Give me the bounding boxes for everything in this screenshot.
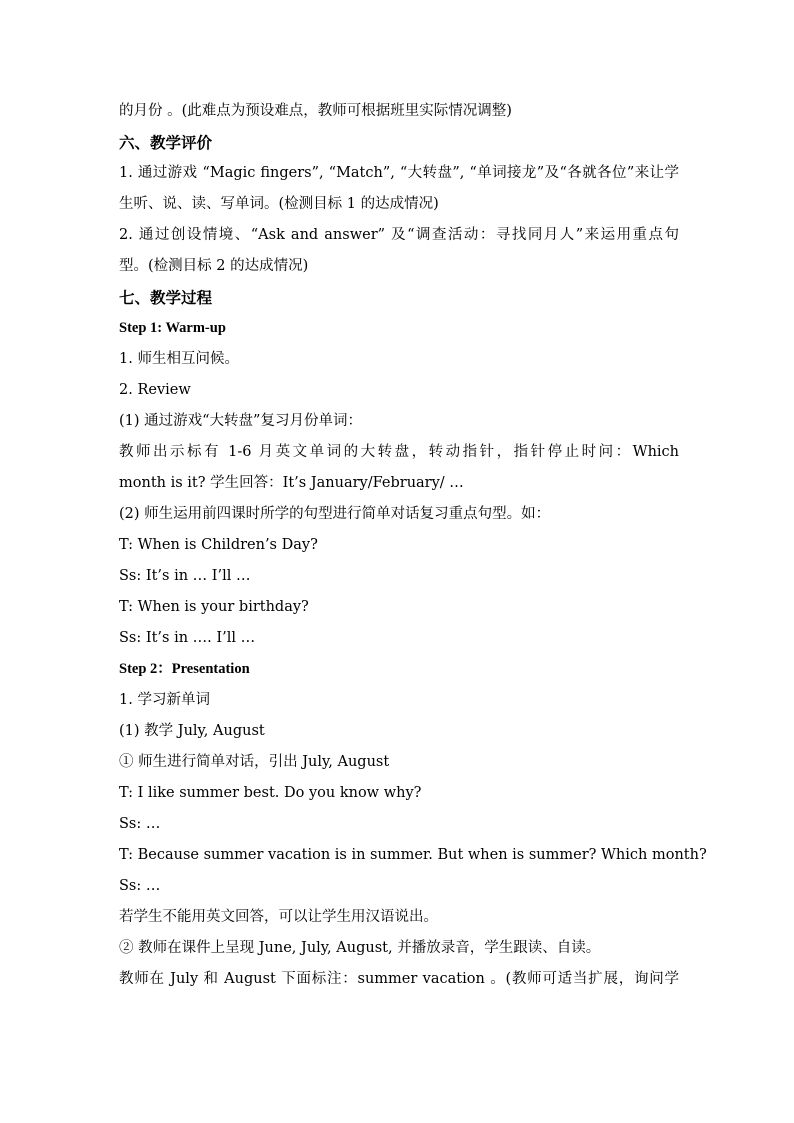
dialogue-line: T: When is Children’s Day? xyxy=(119,537,318,553)
text-line: 若学生不能用英文回答，可以让学生用汉语说出。 xyxy=(119,909,438,925)
text-line: ② 教师在课件上呈现 June, July, August, 并播放录音，学生跟读、自读。 xyxy=(119,940,601,956)
text-line: (1) 通过游戏“大转盘”复习月份单词： xyxy=(119,413,362,429)
text-line: 生听、说、读、写单词。(检测目标 1 的达成情况) xyxy=(119,196,439,212)
text-line: 2. Review xyxy=(119,382,191,398)
dialogue-line: T: I like summer best. Do you know why? xyxy=(119,785,422,801)
dialogue-line: Ss: It’s in … I’ll … xyxy=(119,568,251,584)
text-line: (2) 师生运用前四课时所学的句型进行简单对话复习重点句型。如： xyxy=(119,506,551,522)
text-line: 2. 通过创设情境、“Ask and answer” 及“调查活动：寻找同月人”来运用重点句 xyxy=(119,227,679,243)
section-heading-teaching-evaluation: 六、教学评价 xyxy=(119,133,213,152)
text-line: (1) 教学 July, August xyxy=(119,723,265,739)
dialogue-line: T: Because summer vacation is in summer. But when is summer? Which month? xyxy=(119,847,707,863)
section-heading-teaching-process: 七、教学过程 xyxy=(119,288,213,307)
text-line: 教师出示标有 1-6 月英文单词的大转盘，转动指针，指针停止时问：Which xyxy=(119,444,679,460)
dialogue-line: Ss: … xyxy=(119,878,161,894)
text-line: 的月份 。(此难点为预设难点，教师可根据班里实际情况调整) xyxy=(119,103,512,119)
step-heading-presentation: Step 2：Presentation xyxy=(119,661,250,677)
dialogue-line: Ss: It’s in …. I’ll … xyxy=(119,630,256,646)
text-line: 1. 师生相互问候。 xyxy=(119,351,239,367)
step-heading-warm-up: Step 1: Warm-up xyxy=(119,320,226,336)
dialogue-line: T: When is your birthday? xyxy=(119,599,309,615)
text-line: month is it? 学生回答：It’s January/February/ … xyxy=(119,475,464,491)
text-line: 1. 学习新单词 xyxy=(119,692,210,708)
document-page xyxy=(119,96,707,995)
text-line: 教师在 July 和 August 下面标注：summer vacation 。(教师可适当扩展，询问学 xyxy=(119,971,679,987)
text-line: 1. 通过游戏 “Magic fingers”, “Match”, “大转盘”, “单词接龙”及“各就各位”来让学 xyxy=(119,165,679,181)
dialogue-line: Ss: … xyxy=(119,816,161,832)
text-line: ① 师生进行简单对话，引出 July, August xyxy=(119,754,390,770)
text-line: 型。(检测目标 2 的达成情况) xyxy=(119,258,309,274)
